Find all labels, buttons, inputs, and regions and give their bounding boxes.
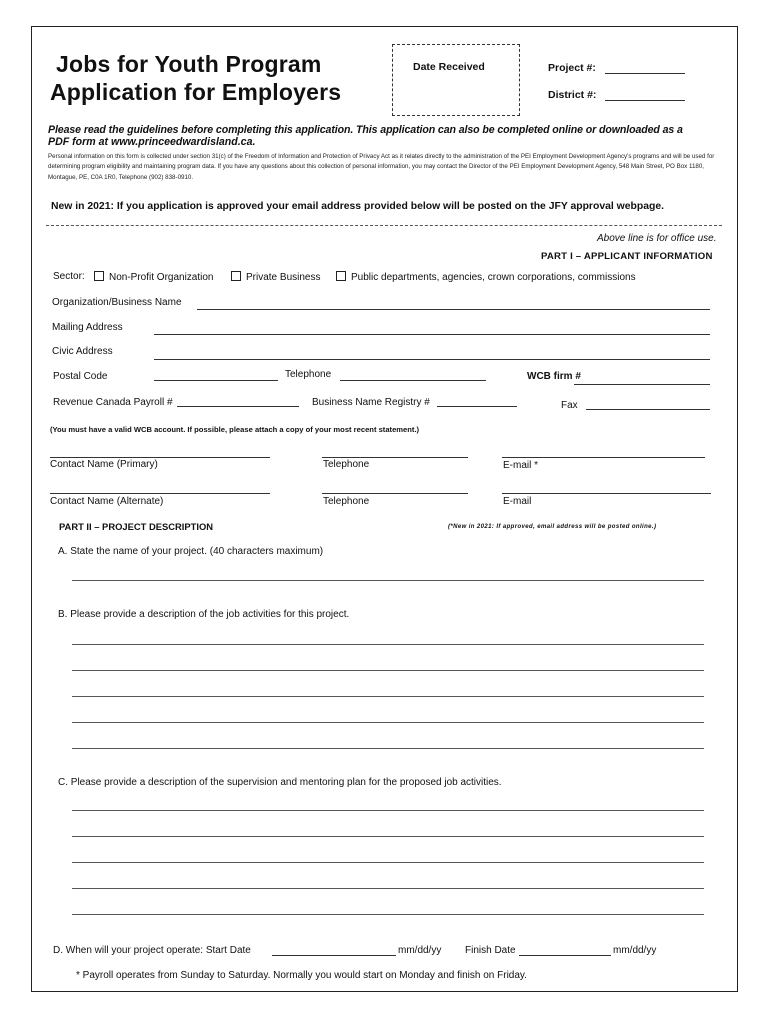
public-departments-label: Public departments, agencies, crown corporations, commissions	[351, 272, 636, 283]
nonprofit-checkbox[interactable]	[94, 271, 104, 281]
project-number-label: Project #:	[548, 62, 596, 74]
form-title-line2: Application for Employers	[50, 79, 342, 105]
answer-b-line[interactable]	[72, 670, 704, 671]
question-b: B. Please provide a description of the job activities for this project.	[58, 609, 350, 620]
part2-heading: PART II – PROJECT DESCRIPTION	[59, 521, 214, 532]
answer-b-line[interactable]	[72, 722, 704, 723]
telephone-alternate-label: Telephone	[323, 496, 370, 507]
contact-primary-label: Contact Name (Primary)	[50, 459, 158, 470]
question-c: C. Please provide a description of the supervision and mentoring plan for the proposed job activities.	[58, 777, 502, 788]
answer-c-line[interactable]	[72, 836, 704, 837]
question-a: A. State the name of your project. (40 characters maximum)	[58, 546, 324, 557]
finish-date-format: mm/dd/yy	[613, 945, 657, 956]
telephone-field[interactable]	[340, 380, 486, 381]
privacy-statement: Personal information on this form is collected under section 31(c) of the Freedom of Information and Protection of Privacy Act as it relates directly to the administration of the PEI Employment Development Agency's programs and will be used for determining program eligibility and maintaining program data. If you have any questions about this collection of personal information, you may contact the Director of the PEI Employment Development Agency, 548 Main Street, PO Box 1180, Montague, PE, C0A 1R0, Telephone (902) 838-0910.	[48, 153, 715, 181]
public-departments-checkbox[interactable]	[336, 271, 346, 281]
project-number-field[interactable]	[605, 73, 685, 74]
contact-alternate-label: Contact Name (Alternate)	[50, 496, 164, 507]
wcb-firm-field[interactable]	[574, 384, 710, 385]
wcb-firm-label: WCB firm #	[527, 371, 581, 382]
part1-heading: PART I – APPLICANT INFORMATION	[541, 251, 713, 262]
new-2021-notice: New in 2021: If you application is approved your email address provided below will be posted on the JFY approval webpage.	[51, 201, 664, 212]
nonprofit-label: Non-Profit Organization	[109, 272, 214, 283]
finish-date-field[interactable]	[519, 955, 611, 956]
finish-date-label: Finish Date	[465, 945, 516, 956]
office-use-divider	[46, 225, 722, 226]
answer-b-line[interactable]	[72, 644, 704, 645]
org-name-field[interactable]	[197, 309, 710, 310]
answer-a-line[interactable]	[72, 580, 704, 581]
start-date-field[interactable]	[272, 955, 396, 956]
private-business-checkbox[interactable]	[231, 271, 241, 281]
date-received-box[interactable]	[392, 44, 520, 116]
district-number-label: District #:	[548, 89, 597, 101]
guidelines-text: Please read the guidelines before completing this application. This application can also be completed online or downloaded as a	[48, 124, 683, 136]
answer-b-line[interactable]	[72, 748, 704, 749]
mailing-address-label: Mailing Address	[52, 322, 123, 333]
contact-alternate-field[interactable]	[50, 493, 270, 494]
revenue-payroll-label: Revenue Canada Payroll #	[53, 397, 173, 408]
private-business-label: Private Business	[246, 272, 321, 283]
email-posting-note: (*New in 2021: If approved, email address will be posted online.)	[448, 524, 657, 530]
email-alternate-field[interactable]	[502, 493, 711, 494]
sector-private[interactable]	[231, 271, 320, 283]
email-primary-label: E-mail *	[503, 460, 539, 471]
answer-c-line[interactable]	[72, 888, 704, 889]
email-alternate-label: E-mail	[503, 496, 532, 507]
fax-field[interactable]	[586, 409, 710, 410]
business-registry-field[interactable]	[437, 406, 517, 407]
answer-c-line[interactable]	[72, 810, 704, 811]
sector-label: Sector:	[53, 271, 85, 282]
date-received-label: Date Received	[413, 61, 485, 73]
telephone-primary-label: Telephone	[323, 459, 370, 470]
civic-address-label: Civic Address	[52, 346, 113, 357]
guidelines-text-cont: PDF form at www.princeedwardisland.ca.	[48, 136, 256, 148]
answer-b-line[interactable]	[72, 696, 704, 697]
contact-primary-field[interactable]	[50, 457, 270, 458]
postal-code-label: Postal Code	[53, 371, 108, 382]
business-registry-label: Business Name Registry #	[312, 397, 430, 408]
answer-c-line[interactable]	[72, 914, 704, 915]
email-primary-field[interactable]	[502, 457, 705, 458]
org-name-label: Organization/Business Name	[52, 297, 182, 308]
answer-c-line[interactable]	[72, 862, 704, 863]
fax-label: Fax	[561, 400, 578, 411]
telephone-primary-field[interactable]	[322, 457, 468, 458]
sector-public[interactable]	[336, 271, 636, 283]
revenue-payroll-field[interactable]	[177, 406, 299, 407]
office-use-note: Above line is for office use.	[597, 233, 717, 244]
district-number-field[interactable]	[605, 100, 685, 101]
telephone-label: Telephone	[285, 369, 332, 380]
payroll-note: * Payroll operates from Sunday to Saturday. Normally you would start on Monday and finish on Friday.	[76, 970, 527, 981]
question-d-label: D. When will your project operate: Start Date	[53, 945, 251, 956]
sector-nonprofit[interactable]	[94, 271, 214, 283]
mailing-address-field[interactable]	[154, 334, 710, 335]
wcb-note: (You must have a valid WCB account. If possible, please attach a copy of your most recent statement.)	[50, 425, 420, 434]
start-date-format: mm/dd/yy	[398, 945, 442, 956]
form-title-line1: Jobs for Youth Program	[56, 51, 322, 77]
civic-address-field[interactable]	[154, 359, 710, 360]
postal-code-field[interactable]	[154, 380, 278, 381]
telephone-alternate-field[interactable]	[322, 493, 468, 494]
